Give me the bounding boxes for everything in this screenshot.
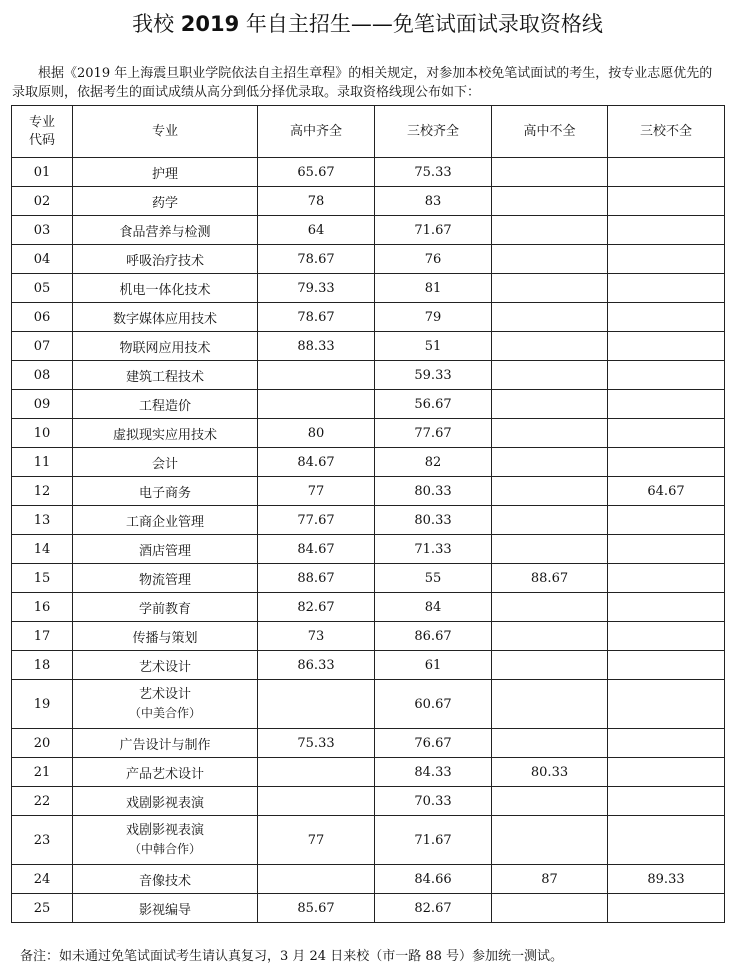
title-year: 2019	[180, 12, 240, 36]
cell-code: 13	[12, 506, 73, 535]
major-name: 艺术设计	[138, 687, 191, 702]
cell-threeschool-partial	[608, 787, 725, 816]
table-row	[12, 535, 725, 564]
table-row	[12, 216, 725, 245]
table-row	[12, 506, 725, 535]
cell-threeschool-partial	[608, 816, 725, 865]
table-row	[12, 361, 725, 390]
cell-major	[73, 332, 258, 361]
cell-major	[73, 216, 258, 245]
cell-major	[73, 187, 258, 216]
table-row	[12, 390, 725, 419]
cell-highschool-partial	[492, 390, 608, 419]
cell-highschool-full	[258, 787, 375, 816]
cell-highschool-partial	[492, 448, 608, 477]
cell-threeschool-full: 86.67	[375, 622, 492, 651]
cell-threeschool-partial	[608, 274, 725, 303]
header-major-code	[12, 106, 73, 158]
table-row	[12, 274, 725, 303]
header-col-threeschool-full: 三校齐全	[375, 106, 492, 158]
table-row	[12, 651, 725, 680]
major-name: 产品艺术设计	[125, 766, 204, 782]
cell-highschool-full	[258, 390, 375, 419]
cell-threeschool-partial	[608, 332, 725, 361]
major-name: 戏剧影视表演	[125, 795, 204, 811]
cell-threeschool-full: 60.67	[375, 680, 492, 729]
cell-major	[73, 787, 258, 816]
cell-highschool-full: 84.67	[258, 535, 375, 564]
cell-threeschool-full: 82.67	[375, 894, 492, 923]
cell-highschool-partial: 88.67	[492, 564, 608, 593]
major-name: 音像技术	[138, 873, 191, 889]
cell-highschool-partial	[492, 158, 608, 187]
major-name: 虚拟现实应用技术	[112, 427, 217, 443]
cell-code: 14	[12, 535, 73, 564]
table-row	[12, 622, 725, 651]
cell-threeschool-full: 84.66	[375, 865, 492, 894]
table-row	[12, 477, 725, 506]
major-name: 广告设计与制作	[119, 737, 211, 753]
cell-major	[73, 245, 258, 274]
cell-threeschool-partial	[608, 680, 725, 729]
cell-highschool-full: 80	[258, 419, 375, 448]
major-name: 数字媒体应用技术	[112, 311, 217, 327]
cell-code: 03	[12, 216, 73, 245]
table-row	[12, 680, 725, 729]
cell-code: 04	[12, 245, 73, 274]
cell-highschool-partial	[492, 680, 608, 729]
cell-highschool-full: 85.67	[258, 894, 375, 923]
cell-highschool-partial	[492, 816, 608, 865]
cell-major	[73, 390, 258, 419]
cell-code: 17	[12, 622, 73, 651]
cell-major	[73, 535, 258, 564]
cell-code: 12	[12, 477, 73, 506]
major-name: 物联网应用技术	[119, 340, 211, 356]
major-name: 呼吸治疗技术	[125, 253, 204, 269]
cell-major	[73, 894, 258, 923]
table-row	[12, 564, 725, 593]
cell-threeschool-full: 84	[375, 593, 492, 622]
cell-major	[73, 680, 258, 729]
cell-highschool-full: 82.67	[258, 593, 375, 622]
score-table	[11, 105, 725, 923]
cell-major	[73, 361, 258, 390]
cell-threeschool-full: 76.67	[375, 729, 492, 758]
cell-code: 05	[12, 274, 73, 303]
major-subtitle: （中韩合作）	[128, 842, 201, 856]
cell-highschool-full	[258, 680, 375, 729]
cell-highschool-partial	[492, 332, 608, 361]
table-row	[12, 865, 725, 894]
cell-threeschool-partial	[608, 419, 725, 448]
cell-highschool-partial	[492, 787, 608, 816]
cell-highschool-full: 88.67	[258, 564, 375, 593]
cell-highschool-partial: 80.33	[492, 758, 608, 787]
major-subtitle: （中美合作）	[128, 706, 201, 720]
major-name: 机电一体化技术	[119, 282, 211, 298]
cell-threeschool-partial	[608, 390, 725, 419]
cell-highschool-full: 78	[258, 187, 375, 216]
table-row	[12, 787, 725, 816]
major-name: 艺术设计	[138, 659, 191, 675]
cell-major	[73, 816, 258, 865]
cell-threeschool-full: 83	[375, 187, 492, 216]
cell-code: 22	[12, 787, 73, 816]
major-name: 物流管理	[138, 572, 191, 588]
title-prefix: 我校	[132, 12, 181, 36]
cell-code: 19	[12, 680, 73, 729]
cell-highschool-partial	[492, 506, 608, 535]
cell-highschool-full: 84.67	[258, 448, 375, 477]
cell-threeschool-full: 55	[375, 564, 492, 593]
cell-threeschool-partial	[608, 448, 725, 477]
cell-major	[73, 651, 258, 680]
cell-highschool-full: 77	[258, 816, 375, 865]
cell-threeschool-partial	[608, 894, 725, 923]
cell-threeschool-partial	[608, 216, 725, 245]
cell-threeschool-partial	[608, 361, 725, 390]
cell-major	[73, 593, 258, 622]
header-col-highschool-full: 高中齐全	[258, 106, 375, 158]
cell-threeschool-partial: 64.67	[608, 477, 725, 506]
cell-threeschool-partial	[608, 303, 725, 332]
cell-threeschool-partial	[608, 187, 725, 216]
cell-threeschool-full: 51	[375, 332, 492, 361]
cell-major	[73, 448, 258, 477]
cell-threeschool-full: 70.33	[375, 787, 492, 816]
table-row	[12, 448, 725, 477]
cell-highschool-partial	[492, 274, 608, 303]
cell-threeschool-partial: 89.33	[608, 865, 725, 894]
major-name: 药学	[151, 195, 178, 211]
cell-highschool-partial	[492, 894, 608, 923]
cell-code: 15	[12, 564, 73, 593]
cell-major	[73, 758, 258, 787]
cell-code: 21	[12, 758, 73, 787]
table-row	[12, 303, 725, 332]
cell-major	[73, 564, 258, 593]
cell-highschool-partial	[492, 729, 608, 758]
table-row	[12, 245, 725, 274]
header-col-threeschool-partial: 三校不全	[608, 106, 725, 158]
cell-highschool-partial	[492, 593, 608, 622]
cell-code: 07	[12, 332, 73, 361]
cell-threeschool-full: 75.33	[375, 158, 492, 187]
header-code-line2: 代码	[28, 132, 55, 148]
cell-threeschool-full: 76	[375, 245, 492, 274]
cell-highschool-partial	[492, 303, 608, 332]
intro-paragraph: 根据《2019 年上海震旦职业学院依法自主招生章程》的相关规定，对参加本校免笔试面试的考生，按专业志愿优先的录取原则，依据考生的面试成绩从高分到低分择优录取。录取资格线现公布如下：	[12, 66, 713, 100]
cell-highschool-partial	[492, 361, 608, 390]
cell-threeschool-full: 79	[375, 303, 492, 332]
cell-threeschool-partial	[608, 651, 725, 680]
cell-major	[73, 729, 258, 758]
table-body	[12, 158, 725, 923]
cell-highschool-full: 77	[258, 477, 375, 506]
table-header-row	[12, 106, 725, 158]
header-major: 专业	[73, 106, 258, 158]
cell-threeschool-partial	[608, 593, 725, 622]
cell-threeschool-partial	[608, 564, 725, 593]
major-name: 护理	[151, 166, 178, 182]
cell-code: 16	[12, 593, 73, 622]
major-name: 影视编导	[138, 902, 191, 918]
cell-major	[73, 419, 258, 448]
cell-threeschool-full: 61	[375, 651, 492, 680]
cell-code: 06	[12, 303, 73, 332]
major-name: 工商企业管理	[125, 514, 204, 530]
cell-code: 18	[12, 651, 73, 680]
cell-threeschool-full: 80.33	[375, 506, 492, 535]
cell-threeschool-partial	[608, 622, 725, 651]
cell-major	[73, 303, 258, 332]
cell-highschool-full	[258, 361, 375, 390]
cell-highschool-full: 77.67	[258, 506, 375, 535]
cell-code: 25	[12, 894, 73, 923]
cell-highschool-full: 65.67	[258, 158, 375, 187]
cell-code: 10	[12, 419, 73, 448]
header-col-highschool-partial: 高中不全	[492, 106, 608, 158]
footnote: 备注：如未通过免笔试面试考生请认真复习，3 月 24 日来校（市一路 88 号）参加统一测试。	[20, 949, 564, 964]
cell-highschool-partial	[492, 535, 608, 564]
cell-threeschool-full: 71.67	[375, 816, 492, 865]
table-row	[12, 894, 725, 923]
cell-threeschool-partial	[608, 758, 725, 787]
major-name: 电子商务	[138, 485, 191, 501]
cell-highschool-full: 64	[258, 216, 375, 245]
cell-threeschool-full: 71.67	[375, 216, 492, 245]
cell-threeschool-full: 84.33	[375, 758, 492, 787]
major-name: 传播与策划	[132, 630, 198, 646]
cell-threeschool-partial	[608, 245, 725, 274]
cell-highschool-partial	[492, 216, 608, 245]
major-name: 酒店管理	[138, 543, 191, 559]
table-row	[12, 816, 725, 865]
cell-highschool-partial	[492, 622, 608, 651]
cell-highschool-full: 73	[258, 622, 375, 651]
cell-highschool-full	[258, 758, 375, 787]
table-row	[12, 332, 725, 361]
table-row	[12, 729, 725, 758]
cell-highschool-full: 78.67	[258, 245, 375, 274]
table-row	[12, 758, 725, 787]
cell-highschool-full: 78.67	[258, 303, 375, 332]
cell-code: 01	[12, 158, 73, 187]
cell-code: 24	[12, 865, 73, 894]
cell-highschool-partial	[492, 651, 608, 680]
cell-highschool-full: 79.33	[258, 274, 375, 303]
table-row	[12, 187, 725, 216]
major-name: 会计	[151, 456, 178, 472]
cell-highschool-full: 88.33	[258, 332, 375, 361]
page-title	[0, 8, 735, 38]
cell-threeschool-full: 80.33	[375, 477, 492, 506]
cell-code: 09	[12, 390, 73, 419]
cell-highschool-full: 75.33	[258, 729, 375, 758]
cell-major	[73, 622, 258, 651]
table-row	[12, 158, 725, 187]
cell-threeschool-full: 81	[375, 274, 492, 303]
cell-threeschool-full: 77.67	[375, 419, 492, 448]
major-name: 工程造价	[138, 398, 191, 414]
title-suffix: 年自主招生——免笔试面试录取资格线	[239, 12, 603, 36]
header-code-line1: 专业	[28, 114, 55, 130]
cell-threeschool-partial	[608, 535, 725, 564]
table-row	[12, 593, 725, 622]
cell-highschool-partial	[492, 245, 608, 274]
cell-major	[73, 158, 258, 187]
cell-threeschool-full: 82	[375, 448, 492, 477]
cell-threeschool-full: 56.67	[375, 390, 492, 419]
cell-threeschool-partial	[608, 729, 725, 758]
cell-highschool-partial	[492, 477, 608, 506]
cell-code: 11	[12, 448, 73, 477]
cell-code: 20	[12, 729, 73, 758]
cell-major	[73, 506, 258, 535]
cell-code: 08	[12, 361, 73, 390]
cell-threeschool-partial	[608, 506, 725, 535]
cell-code: 02	[12, 187, 73, 216]
cell-major	[73, 865, 258, 894]
cell-highschool-full	[258, 865, 375, 894]
major-name: 学前教育	[138, 601, 191, 617]
cell-highschool-partial: 87	[492, 865, 608, 894]
cell-major	[73, 477, 258, 506]
cell-highschool-partial	[492, 419, 608, 448]
cell-threeschool-full: 71.33	[375, 535, 492, 564]
cell-threeschool-full: 59.33	[375, 361, 492, 390]
major-name: 建筑工程技术	[125, 369, 204, 385]
cell-highschool-partial	[492, 187, 608, 216]
cell-code: 23	[12, 816, 73, 865]
cell-highschool-full: 86.33	[258, 651, 375, 680]
cell-major	[73, 274, 258, 303]
major-name: 戏剧影视表演	[125, 823, 204, 838]
cell-threeschool-partial	[608, 158, 725, 187]
table-row	[12, 419, 725, 448]
major-name: 食品营养与检测	[119, 224, 211, 240]
